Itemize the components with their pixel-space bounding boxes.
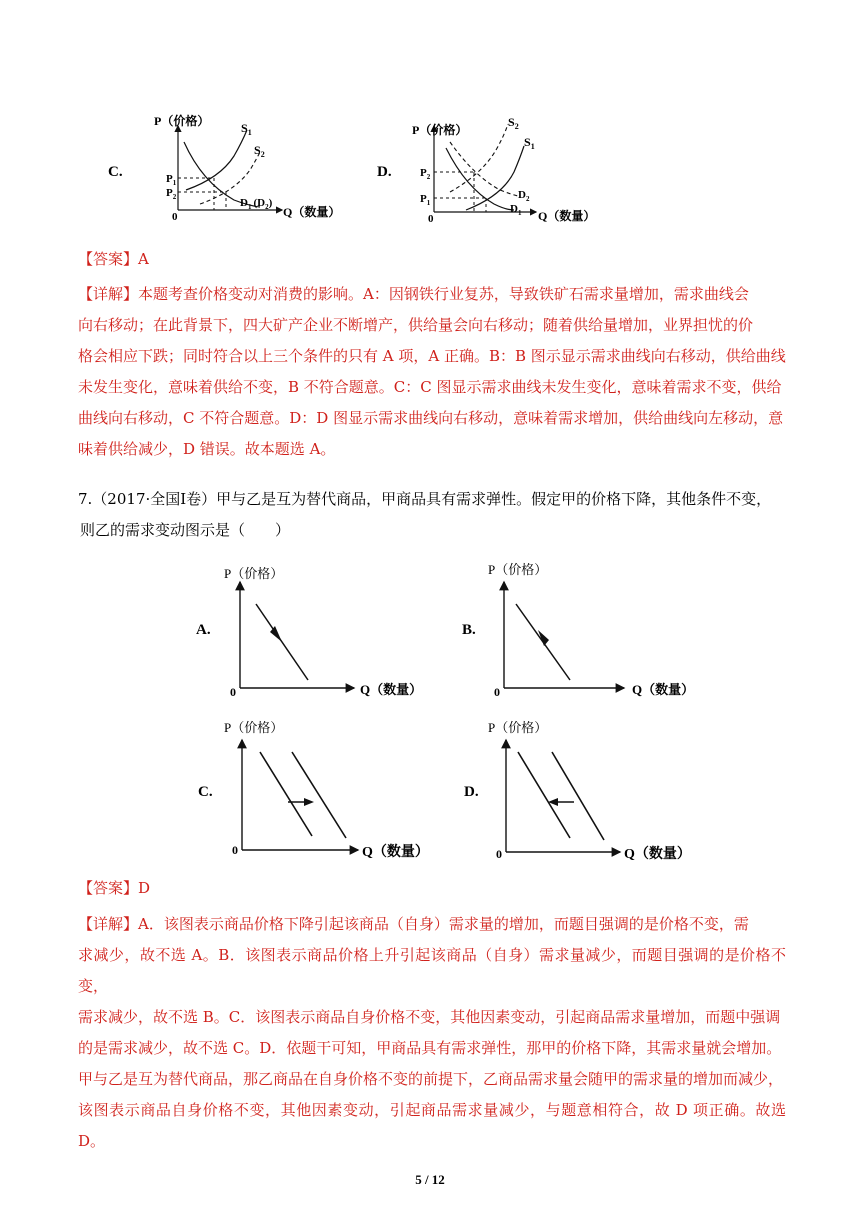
detail-label: 【详解】: [78, 285, 139, 303]
p1-sub: 1: [172, 179, 177, 187]
question-line: 7.（2017·全国Ⅰ卷）甲与乙是互为替代商品，甲商品具有需求弹性。假定甲的价格下降，其他条件不变，: [78, 490, 772, 508]
p2-label: P: [166, 187, 173, 199]
p-axis-label: P（价格）: [154, 114, 210, 128]
detail-line: 的是需求减少，故不选 C。D．依题干可知，甲商品具有需求弹性，那甲的价格下降，其需求量就会增加。: [78, 1039, 782, 1057]
q-axis-label: Q（数量）: [362, 845, 429, 860]
s2-sub: 2: [260, 150, 265, 159]
origin-label: 0: [232, 843, 238, 857]
origin-label: 0: [172, 211, 178, 223]
question-line: 则乙的需求变动图示是（ ）: [80, 521, 291, 539]
answer-label: 【答案】: [78, 250, 139, 268]
detail-text: A．该图表示商品价格下降引起该商品（自身）需求量的增加，而题目强调的是价格不变，需: [138, 915, 749, 933]
q-axis-label: Q（数量）: [624, 847, 691, 862]
p1-label: P: [166, 173, 173, 185]
s1-sub: 1: [530, 142, 535, 151]
origin-label: 0: [428, 213, 434, 224]
detail-6: [78, 279, 786, 465]
svg-text:S2: [508, 115, 519, 131]
detail-7: [78, 909, 786, 1157]
svg-text:S1: [524, 135, 535, 151]
s1-label: S: [241, 121, 248, 135]
p1-label: P: [420, 193, 427, 205]
origin-label: 0: [230, 685, 236, 699]
d1-label: D: [510, 203, 518, 215]
demand-figure-d: [486, 718, 706, 872]
supply-demand-figure-c: [150, 112, 350, 228]
p1-sub: 1: [426, 199, 431, 207]
p2-label: P: [420, 167, 427, 179]
answer-value: A: [138, 250, 149, 268]
s2-sub: 2: [514, 122, 519, 131]
detail-line: 未发生变化，意味着供给不变，B 不符合题意。C：C 图显示需求曲线未发生变化，意味着需求不变，供给: [78, 378, 782, 396]
s1-sub: 1: [247, 128, 252, 137]
question-7: [78, 484, 788, 546]
option-b-label: B.: [462, 622, 476, 638]
answer-label: 【答案】: [78, 879, 139, 897]
detail-line: 该图表示商品自身价格不变，其他因素变动，引起商品需求量减少，与题意相符合，故 D 项正确。故选 D。: [78, 1101, 786, 1150]
svg-text:D1: [510, 203, 522, 217]
detail-line: 向右移动；在此背景下，四大矿产企业不断增产，供给量会向右移动；随着供给量增加，业界担忧的价: [78, 316, 754, 334]
q-axis-label: Q（数量）: [283, 205, 341, 219]
s1-label: S: [524, 135, 531, 149]
demand-figure-b: [486, 560, 696, 706]
option-c-label: C.: [198, 784, 213, 800]
s2-label: S: [254, 143, 261, 157]
option-d-label: D.: [377, 164, 392, 180]
detail-line: [78, 279, 786, 310]
svg-text:P1: [166, 173, 177, 187]
supply-demand-figure-d: [410, 112, 610, 228]
p-axis-label: P（价格）: [224, 720, 284, 735]
q-axis-label: Q（数量）: [360, 682, 423, 697]
detail-line: 需求减少，故不选 B。C．该图表示商品自身价格不变，其他因素变动，引起商品需求量增加，而题中强调: [78, 1008, 781, 1026]
p-axis-label: P（价格）: [488, 562, 548, 577]
s2-label: S: [508, 115, 515, 129]
detail-label: 【详解】: [78, 915, 139, 933]
answer-value: D: [138, 879, 151, 897]
d-close: ): [268, 197, 273, 209]
p2-sub: 2: [426, 173, 431, 181]
p2-sub: 2: [172, 193, 177, 201]
d2-sub: 2: [525, 195, 530, 203]
detail-line: 格会相应下跌；同时符合以上三个条件的只有 A 项，A 正确。B：B 图示显示需求曲线向右移动，供给曲线: [78, 347, 786, 365]
d-label: D: [240, 197, 248, 209]
page-number: 5 / 12: [415, 1172, 445, 1187]
svg-text:P2: [166, 187, 177, 201]
p-axis-label: P（价格）: [412, 123, 468, 137]
option-d-label: D.: [464, 784, 479, 800]
option-c-label: C.: [108, 164, 123, 180]
p-axis-label: P（价格）: [488, 720, 548, 735]
answer-6: [78, 244, 149, 275]
option-a-label: A.: [196, 622, 211, 638]
svg-text:P2: [420, 167, 431, 181]
p-axis-label: P（价格）: [224, 566, 284, 581]
detail-line: 味着供给减少，D 错误。故本题选 A。: [78, 440, 336, 458]
svg-text:S1: [241, 121, 252, 137]
detail-line: 甲与乙是互为替代商品，那乙商品在自身价格不变的前提下，乙商品需求量会随甲的需求量的增加而减少，: [78, 1070, 784, 1088]
demand-figure-c: [222, 718, 442, 872]
svg-text:D2: [518, 189, 530, 203]
q-axis-label: Q（数量）: [632, 682, 695, 697]
detail-line: 曲线向右移动，C 不符合题意。D：D 图显示需求曲线向右移动，意味着需求增加，供给曲线向左移动，意: [78, 409, 784, 427]
origin-label: 0: [496, 847, 502, 861]
origin-label: 0: [494, 685, 500, 699]
svg-text:P1: [420, 193, 431, 207]
detail-text: 本题考查价格变动对消费的影响。A：因钢铁行业复苏，导致铁矿石需求量增加，需求曲线会: [138, 285, 749, 303]
svg-text:S2: [254, 143, 265, 159]
detail-line: [78, 909, 786, 940]
d-sub: 1: [247, 203, 252, 211]
detail-line: 求减少，故不选 A。B．该图表示商品价格上升引起该商品（自身）需求量减少，而题目强调的是价格不变，: [78, 946, 786, 995]
d-rest-sub: 2: [265, 203, 269, 211]
d-rest: (D: [253, 197, 266, 209]
answer-7: [78, 873, 150, 904]
svg-text:D1(D2): [240, 197, 273, 211]
d2-label: D: [518, 189, 526, 201]
q-axis-label: Q（数量）: [538, 209, 596, 223]
d1-sub: 1: [517, 209, 522, 217]
demand-figure-a: [222, 560, 432, 706]
